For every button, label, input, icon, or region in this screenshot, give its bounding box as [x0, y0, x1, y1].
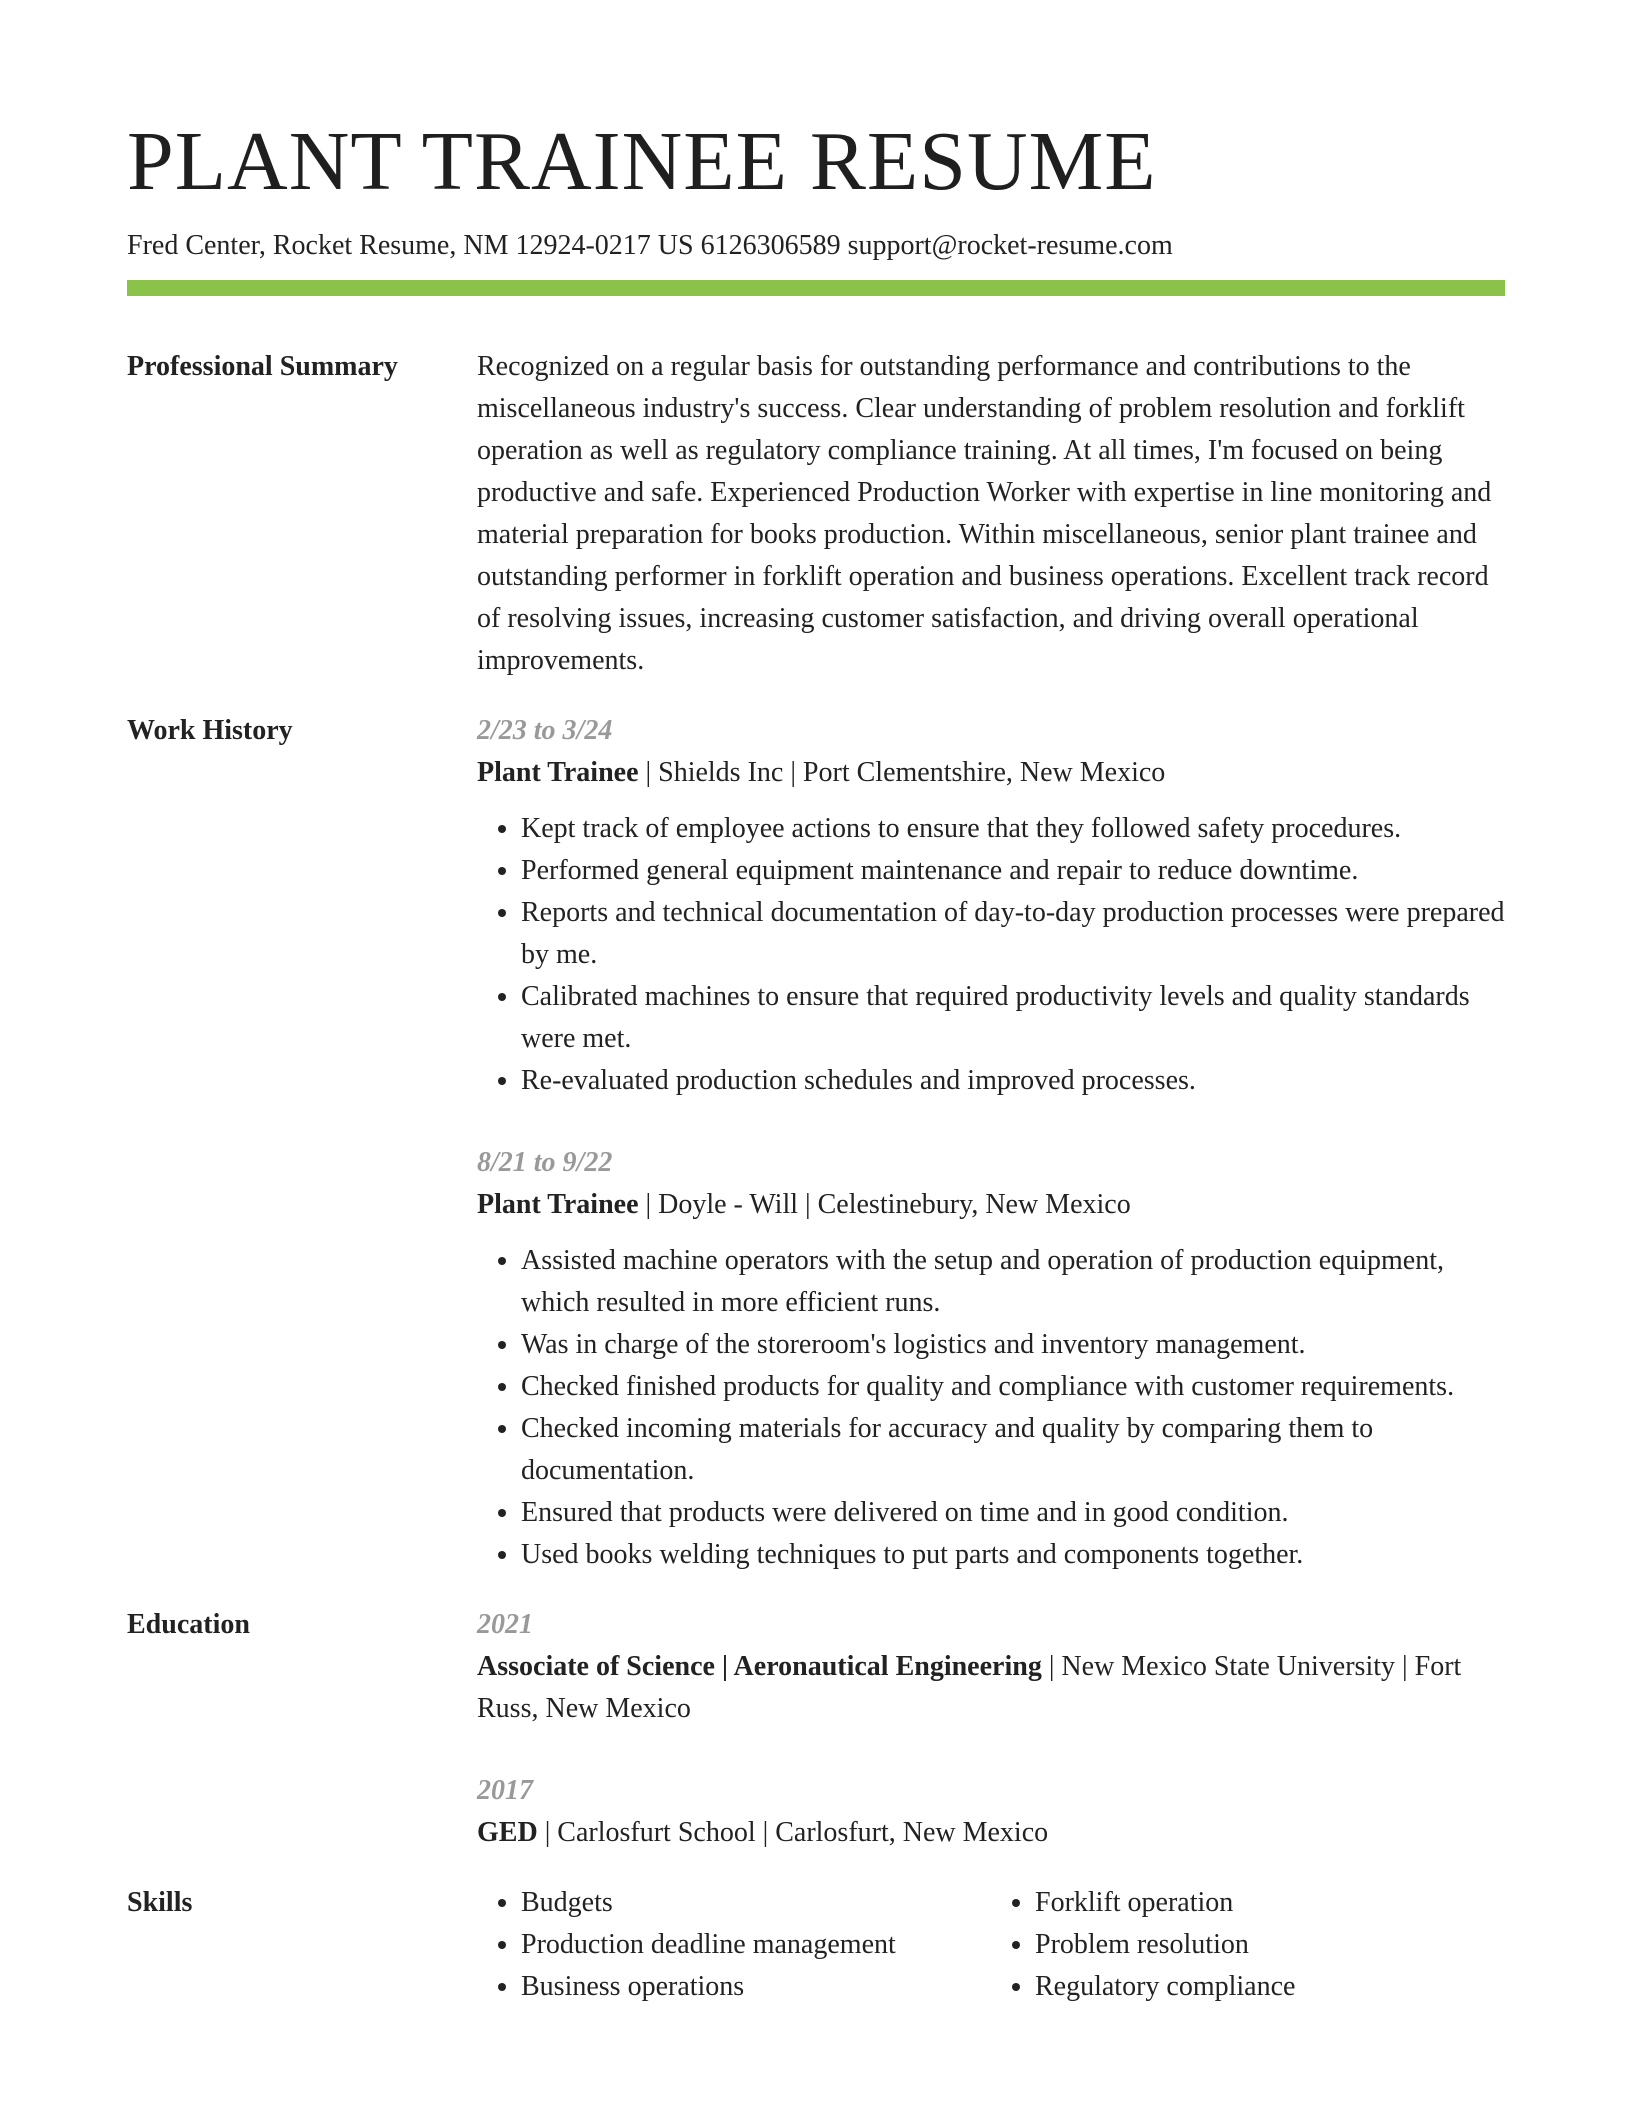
job-details: | Shields Inc | Port Clementshire, New Mexico: [638, 757, 1166, 789]
skill-item: • Regulatory compliance: [1035, 1966, 1505, 2008]
contact-line: Fred Center, Rocket Resume, NM 12924-0217 US 6126306589 support@rocket-resume.com: [127, 230, 1173, 261]
list-item: • Reports and technical documentation of day-to-day production processes were prepared by me.: [521, 892, 1505, 976]
list-item: • Re-evaluated production schedules and improved processes.: [521, 1060, 1505, 1102]
list-item: • Checked incoming materials for accuracy and quality by comparing them to documentation.: [521, 1408, 1505, 1492]
resume-title: PLANT TRAINEE RESUME: [127, 115, 1157, 208]
education-degree: Associate of Science | Aeronautical Engineering: [477, 1651, 1042, 1683]
list-item: • Was in charge of the storeroom's logistics and inventory management.: [521, 1324, 1505, 1366]
skill-item: • Forklift operation: [1035, 1882, 1505, 1924]
skill-item: • Budgets: [521, 1882, 991, 1924]
summary-text: Recognized on a regular basis for outstanding performance and contributions to the miscellaneous industry's success. Clear understanding of problem resolution and forklift operation as well as regulatory compliance training. At all times, I'm focused on being productive and safe. Experienced Production Worker with expertise in line monitoring and material preparation for books production. Within miscellaneous, senior plant trainee and outstanding performer in forklift operation and business operations. Excellent track record of resolving issues, increasing customer satisfaction, and driving overall operational improvements.: [477, 351, 1492, 677]
skills-list-right: [991, 1882, 1505, 2008]
education-year: 2017: [477, 1775, 533, 1807]
work-history-section: [127, 710, 1505, 1576]
job-role-line: [477, 1184, 1505, 1226]
skills-list-left: [477, 1882, 991, 2008]
skill-item: • Problem resolution: [1035, 1924, 1505, 1966]
education-degree: GED: [477, 1817, 538, 1849]
education-section: [127, 1604, 1505, 1854]
education-details: | New Mexico State University | Fort Russ, New Mexico: [477, 1651, 1462, 1725]
accent-divider: [127, 280, 1505, 296]
skill-item: • Production deadline management: [521, 1924, 991, 1966]
job-entry: [477, 1142, 1505, 1576]
list-item: • Calibrated machines to ensure that required productivity levels and quality standards were met.: [521, 976, 1505, 1060]
job-bullets: [477, 808, 1505, 1102]
job-title: Plant Trainee: [477, 1189, 639, 1221]
job-dates: 2/23 to 3/24: [477, 715, 613, 747]
education-year: 2021: [477, 1609, 533, 1641]
education-entry: [477, 1770, 1505, 1854]
job-details: | Doyle - Will | Celestinebury, New Mexico: [638, 1189, 1131, 1221]
section-label-work-history: Work History: [127, 715, 293, 747]
section-label-summary: Professional Summary: [127, 351, 398, 383]
list-item: • Checked finished products for quality and compliance with customer requirements.: [521, 1366, 1505, 1408]
section-label-skills: Skills: [127, 1887, 193, 1919]
summary-section: [127, 346, 1505, 682]
job-role-line: [477, 752, 1505, 794]
education-line: [477, 1646, 1505, 1730]
education-line: [477, 1812, 1505, 1854]
job-dates: 8/21 to 9/22: [477, 1147, 613, 1179]
education-entry: [477, 1604, 1505, 1730]
job-bullets: [477, 1240, 1505, 1576]
list-item: • Performed general equipment maintenance and repair to reduce downtime.: [521, 850, 1505, 892]
job-entry: [477, 710, 1505, 1102]
education-details: | Carlosfurt School | Carlosfurt, New Mexico: [537, 1817, 1049, 1849]
job-title: Plant Trainee: [477, 757, 639, 789]
skills-section: [127, 1882, 1505, 2008]
list-item: • Used books welding techniques to put parts and components together.: [521, 1534, 1505, 1576]
skills-columns: [477, 1882, 1505, 2008]
list-item: • Kept track of employee actions to ensure that they followed safety procedures.: [521, 808, 1505, 850]
skill-item: • Business operations: [521, 1966, 991, 2008]
list-item: • Ensured that products were delivered on time and in good condition.: [521, 1492, 1505, 1534]
section-label-education: Education: [127, 1609, 250, 1641]
list-item: • Assisted machine operators with the setup and operation of production equipment, which resulted in more efficient runs.: [521, 1240, 1505, 1324]
